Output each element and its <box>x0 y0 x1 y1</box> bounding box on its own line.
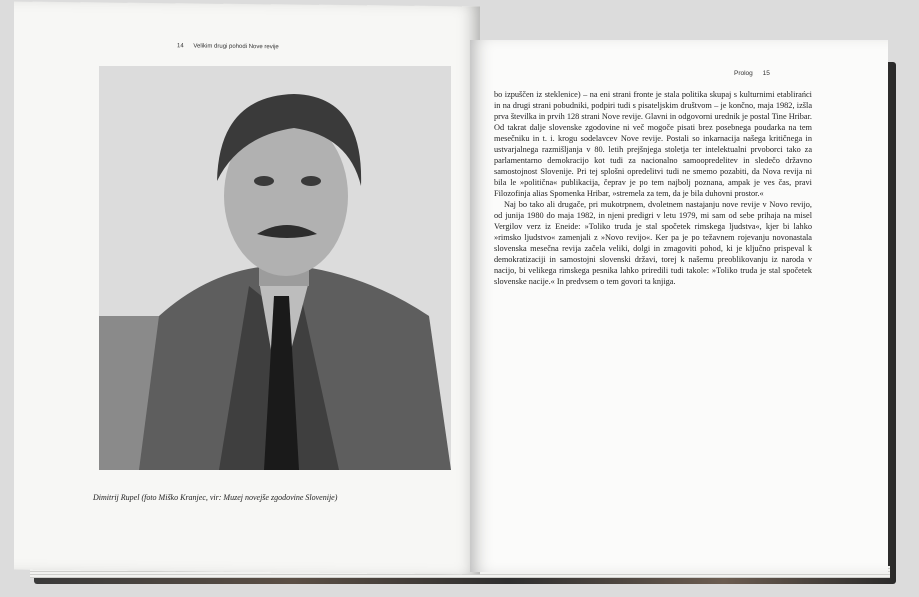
left-page-number: 14 <box>177 43 184 50</box>
body-text <box>494 89 812 287</box>
right-page-number: 15 <box>762 70 770 77</box>
right-page-header <box>734 70 770 77</box>
right-running-head: Prolog <box>734 70 753 77</box>
left-running-head: Velikim drugi pohodi Nove revije <box>193 43 279 51</box>
paragraph: Naj bo tako ali drugače, pri mukotrpnem, dvoletnem nastajanju nove revije v Novo revijo, od junija 1980 do maja 1982, in njeni predigri v letu 1979, mi sam od sebe prihaja na misel Vergilov verz iz Eneide: »Toliko truda je stal spočetek rimskega ljudstva«, kjer bi lahko »rimsko ljudstvo« zamenjali z »Novo revijo«. Ker pa je po težavnem rojevanju novonastala slovenska mesečna revija začela veliki, dolgi in zmagoviti pohod, ki je ključno prispeval k demokratizaciji in samostojni slovenski državi, torej k našemu preoblikovanju iz naroda v nacijo, bi velikega rimskega pesnika lahko priredili tudi takole: »Toliko truda je stal spočetek slovenske nacije.« In predvsem o tem govori ta knjiga. <box>494 200 812 286</box>
portrait-photo <box>99 66 451 470</box>
left-page-header <box>177 43 279 50</box>
photo-caption: Dimitrij Rupel (foto Miško Kranjec, vir: Muzej novejše zgodovine Slovenije) <box>93 493 338 502</box>
paragraph: bo izpuščen iz steklenice) – na eni strani fronte je stala politika skupaj s kulturnimi etablirańci in na drugi strani pobudniki, podpiri tudi s pisateljskim društvom – je končno, maja 1982, izšla prva številka in prvih 128 strani Nove revije. Glavni in odgovorni urednik je postal Tine Hribar. Od takrat dalje slovenske zgodovine ni več mogoče pisati brez posebnega poudarka na tem mesečniku in t. i. krogu sodelavcev Nove revije. Postali so inkarnacija našega kritičnega in ustvarjalnega razmišljanja v 80. letih prejšnjega stoletja ter intelektualni prvoborci tako za parlamentarno demokracijo kot tudi za nacionalno samoopredelitev in sledečo državno samostojnost Slovenije. Pri tej splošni opredelitvi tudi ne smemo pozabiti, da Nova revija ni bila le »politična« publikacija, čeprav je po tem najbolj poznana, ampak je ves čas, pravi Filozofinja alias Spomenka Hribar, »stremela za tem, da je bila duhovni prostor.« <box>494 90 812 198</box>
